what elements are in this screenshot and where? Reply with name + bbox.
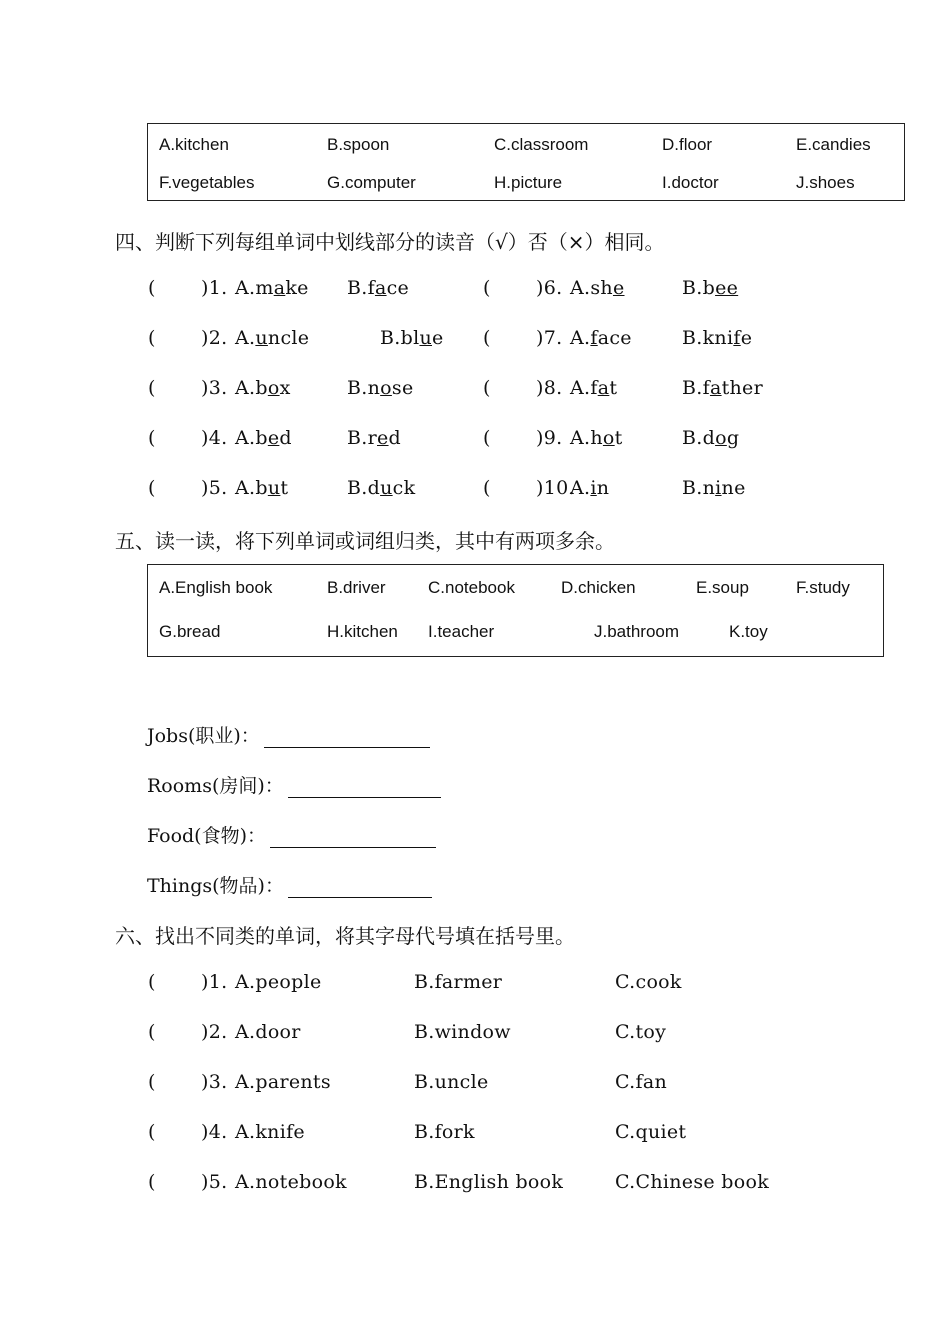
word-option: G.bread bbox=[159, 622, 221, 641]
option-text: t bbox=[614, 427, 623, 449]
category-label: Jobs(职业)： bbox=[147, 725, 260, 747]
option-b bbox=[682, 427, 739, 449]
answer-bracket[interactable]: ( bbox=[148, 1021, 156, 1043]
answer-bracket[interactable]: ( bbox=[483, 327, 491, 349]
word-option: D.chicken bbox=[561, 578, 636, 597]
underlined-letters: f bbox=[733, 327, 741, 349]
section-6-title: 六、找出不同类的单词，将其字母代号填在括号里。 bbox=[115, 924, 575, 948]
answer-line[interactable] bbox=[288, 879, 432, 898]
option-b bbox=[682, 277, 738, 299]
option-text: A.f bbox=[570, 377, 598, 399]
question-number: )2. bbox=[201, 1021, 228, 1043]
word-box-1 bbox=[147, 123, 905, 201]
option-text: B.bl bbox=[380, 327, 420, 349]
option-b bbox=[682, 477, 746, 499]
word-option: J.bathroom bbox=[594, 622, 680, 641]
answer-bracket[interactable]: ( bbox=[148, 327, 156, 349]
option-text: B.f bbox=[347, 277, 375, 299]
option-text: B.d bbox=[347, 477, 381, 499]
option-a: A.parents bbox=[235, 1071, 331, 1093]
option-text: A.sh bbox=[570, 277, 613, 299]
option-b: B.window bbox=[414, 1021, 511, 1043]
answer-bracket[interactable]: ( bbox=[148, 377, 156, 399]
question-number: )4. bbox=[201, 427, 228, 449]
underlined-letters: u bbox=[267, 477, 281, 499]
answer-line[interactable] bbox=[264, 729, 430, 748]
word-option: F.vegetables bbox=[159, 173, 255, 192]
question-row bbox=[0, 377, 950, 403]
section-4-title: 四、判断下列每组单词中划线部分的读音（√）否（×）相同。 bbox=[115, 230, 665, 254]
option-text: B.n bbox=[347, 377, 381, 399]
option-b bbox=[682, 377, 763, 399]
underlined-letters: o bbox=[380, 377, 392, 399]
option-text: ce bbox=[386, 277, 410, 299]
option-text: A. bbox=[570, 327, 591, 349]
underlined-letters: e bbox=[612, 277, 625, 299]
underlined-letters: a bbox=[597, 377, 610, 399]
option-text: e bbox=[432, 327, 444, 349]
word-option: D.floor bbox=[662, 135, 713, 154]
answer-bracket[interactable]: ( bbox=[148, 477, 156, 499]
option-text: A.b bbox=[235, 377, 268, 399]
answer-bracket[interactable]: ( bbox=[483, 427, 491, 449]
option-b bbox=[682, 327, 752, 349]
question-number: )4. bbox=[201, 1121, 228, 1143]
answer-bracket[interactable]: ( bbox=[483, 377, 491, 399]
question-row bbox=[0, 477, 950, 503]
option-text: ncle bbox=[267, 327, 310, 349]
question-row bbox=[0, 1121, 950, 1147]
option-c: C.quiet bbox=[615, 1121, 687, 1143]
option-text: B.kni bbox=[682, 327, 734, 349]
option-a: A.notebook bbox=[235, 1171, 347, 1193]
option-text: g bbox=[726, 427, 740, 449]
option-a: A.knife bbox=[235, 1121, 305, 1143]
answer-bracket[interactable]: ( bbox=[148, 971, 156, 993]
question-number: )8. bbox=[536, 377, 563, 399]
question-row bbox=[0, 971, 950, 997]
option-text: B.d bbox=[682, 427, 716, 449]
option-a: A.door bbox=[235, 1021, 301, 1043]
option-b: B.farmer bbox=[414, 971, 503, 993]
word-option: G.computer bbox=[327, 173, 416, 192]
category-jobs bbox=[147, 721, 430, 748]
underlined-letters: o bbox=[602, 427, 615, 449]
word-option: H.kitchen bbox=[327, 622, 398, 641]
option-text: ke bbox=[285, 277, 309, 299]
option-a bbox=[570, 427, 623, 449]
word-option: K.toy bbox=[729, 622, 768, 641]
option-a bbox=[570, 327, 632, 349]
question-number: )7. bbox=[536, 327, 563, 349]
question-number: )10. bbox=[536, 477, 575, 499]
option-text: se bbox=[391, 377, 414, 399]
underlined-letters: i bbox=[715, 477, 722, 499]
option-text: B.b bbox=[682, 277, 716, 299]
category-label: Food(食物)： bbox=[147, 825, 267, 847]
underlined-letters: o bbox=[715, 427, 727, 449]
option-text: x bbox=[279, 377, 291, 399]
word-option: I.teacher bbox=[428, 622, 495, 641]
option-text: d bbox=[279, 427, 292, 449]
word-option: C.classroom bbox=[494, 135, 589, 154]
answer-bracket[interactable]: ( bbox=[148, 427, 156, 449]
question-number: )1. bbox=[201, 971, 228, 993]
word-option: F.study bbox=[796, 578, 850, 597]
word-option: H.picture bbox=[494, 173, 563, 192]
question-number: )5. bbox=[201, 477, 228, 499]
word-option: B.driver bbox=[327, 578, 386, 597]
answer-line[interactable] bbox=[270, 829, 436, 848]
option-text: t bbox=[280, 477, 289, 499]
underlined-letters: i bbox=[590, 477, 597, 499]
word-box-2 bbox=[147, 564, 884, 657]
answer-bracket[interactable]: ( bbox=[148, 1121, 156, 1143]
underlined-letters: o bbox=[267, 377, 280, 399]
word-option: B.spoon bbox=[327, 135, 390, 154]
answer-bracket[interactable]: ( bbox=[483, 277, 491, 299]
question-row bbox=[0, 1071, 950, 1097]
option-c: C.fan bbox=[615, 1071, 667, 1093]
option-a bbox=[570, 377, 617, 399]
option-text: B.r bbox=[347, 427, 377, 449]
option-text: n bbox=[596, 477, 610, 499]
option-text: ace bbox=[597, 327, 632, 349]
underlined-letters: u bbox=[380, 477, 393, 499]
option-a bbox=[570, 277, 625, 299]
option-text: B.f bbox=[682, 377, 710, 399]
word-option: I.doctor bbox=[662, 173, 719, 192]
option-text: A. bbox=[235, 327, 256, 349]
option-text: e bbox=[740, 327, 753, 349]
question-row bbox=[0, 1171, 950, 1197]
underlined-letters: u bbox=[255, 327, 268, 349]
word-option: J.shoes bbox=[796, 173, 855, 192]
question-number: )2. bbox=[201, 327, 228, 349]
category-rooms bbox=[147, 771, 441, 798]
answer-bracket[interactable]: ( bbox=[483, 477, 491, 499]
option-b: B.fork bbox=[414, 1121, 475, 1143]
question-row bbox=[0, 277, 950, 303]
underlined-letters: e bbox=[377, 427, 389, 449]
option-text: A.h bbox=[570, 427, 603, 449]
section-5-title: 五、读一读，将下列单词或词组归类，其中有两项多余。 bbox=[115, 529, 615, 553]
category-label: Things(物品)： bbox=[147, 875, 284, 897]
underlined-letters: a bbox=[374, 277, 387, 299]
category-label: Rooms(房间)： bbox=[147, 775, 284, 797]
category-food bbox=[147, 821, 436, 848]
option-text: d bbox=[388, 427, 402, 449]
underlined-letters: ee bbox=[715, 277, 739, 299]
question-number: )3. bbox=[201, 1071, 228, 1093]
option-text: A.m bbox=[235, 277, 274, 299]
option-text: A. bbox=[570, 477, 591, 499]
underlined-letters: f bbox=[590, 327, 598, 349]
option-c: C.Chinese book bbox=[615, 1171, 770, 1193]
question-number: )1. bbox=[201, 277, 228, 299]
option-text: ck bbox=[392, 477, 416, 499]
answer-line[interactable] bbox=[288, 779, 441, 798]
underlined-letters: a bbox=[709, 377, 722, 399]
underlined-letters: u bbox=[419, 327, 432, 349]
question-number: )9. bbox=[536, 427, 563, 449]
question-number: )5. bbox=[201, 1171, 228, 1193]
option-b: B.English book bbox=[414, 1171, 564, 1193]
question-row bbox=[0, 327, 950, 353]
option-text: t bbox=[609, 377, 618, 399]
option-a: A.people bbox=[235, 971, 322, 993]
category-things bbox=[147, 871, 432, 898]
underlined-letters: e bbox=[267, 427, 280, 449]
question-row bbox=[0, 1021, 950, 1047]
option-text: A.b bbox=[235, 427, 268, 449]
word-option: A.English book bbox=[159, 578, 273, 597]
underlined-letters: a bbox=[273, 277, 286, 299]
option-text: A.b bbox=[235, 477, 268, 499]
option-c: C.cook bbox=[615, 971, 682, 993]
word-option: A.kitchen bbox=[159, 135, 229, 154]
option-text: ne bbox=[721, 477, 746, 499]
option-text: B.n bbox=[682, 477, 716, 499]
word-option: C.notebook bbox=[428, 578, 515, 597]
option-b: B.uncle bbox=[414, 1071, 489, 1093]
answer-bracket[interactable]: ( bbox=[148, 1071, 156, 1093]
question-row bbox=[0, 427, 950, 453]
answer-bracket[interactable]: ( bbox=[148, 1171, 156, 1193]
question-number: )6. bbox=[536, 277, 563, 299]
answer-bracket[interactable]: ( bbox=[148, 277, 156, 299]
option-c: C.toy bbox=[615, 1021, 667, 1043]
word-option: E.candies bbox=[796, 135, 871, 154]
question-number: )3. bbox=[201, 377, 228, 399]
option-text: ther bbox=[721, 377, 763, 399]
option-a bbox=[570, 477, 609, 499]
word-option: E.soup bbox=[696, 578, 749, 597]
